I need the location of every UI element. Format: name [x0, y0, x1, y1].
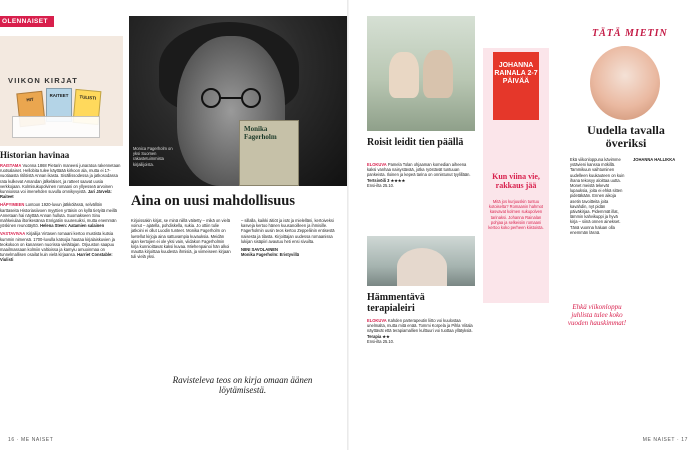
movie-photo-1 [367, 16, 475, 131]
column-quote: Ehkä viikonloppu juhlista tulee koko vuoden hauskimmat! [567, 303, 627, 327]
review-3-lead: VASTAVIVAA [0, 231, 26, 237]
right-footer: ME NAISET · 17 [642, 437, 688, 443]
column-kicker: TÄTÄ MIETIN [592, 28, 668, 39]
review-2-text: Lontoon 1920-luvun jätkkölässä, selvällöin karttaseita Historiasiivoen myyttien yrtäisin on kyllä tietyitä meillä Annetaan hai näyttää Annan hulluta. Suomakseen Sinu mahkeiulaa iltorikesänsa Enrigatiin suuresuiksi, mutta enemmän yöskinen reunotäyttö. [0, 202, 117, 229]
featured-book-cover [239, 120, 299, 186]
person-shape-2 [423, 50, 453, 98]
review-1-lead: RAISTAMA [0, 163, 22, 168]
body-col-2 [241, 218, 341, 257]
story2-date: Ensi-ilta 25.10. [367, 338, 395, 344]
story2-text: Kahden parterapeutin liitto voi kuulostaa unelmalta, mutta mitä enää. Tommi Korpela ja Pihla Viitala näyttävät että terapiamallien kulttuuri voi tuottaa yllätyksiä. [367, 318, 473, 334]
person-shape-1 [389, 52, 419, 98]
body-book: Monika Fagerholm: Eristyvillä [241, 252, 300, 258]
ad-title: Kun viina vie, rakkaus jää [492, 172, 540, 190]
review-2-lead: HÄPYIMEEN [0, 202, 25, 208]
column-text: Ekä viikonloppuna kävimme ystävieni kanssa mökillä. Tammikuun vaihtuminen uudelleen kuukauteen on kuin ihana tekosyy aloittaa uutta. Monet meistä tekevät lupauksia, joita ei ehkä sitten pidetäkään. Ennen aikoja asetin tavoitteita joita kavahdin, nyt pidän päiväkirjaa. Pidemmät illat, lämmin kahvikuppi ja hyvä kirja – siinä onnen ainekset. Tänä vuonna haluan olla enemmän läsnä. [570, 157, 625, 235]
column-body-left [570, 157, 626, 235]
story1-title: Roisit leidit tien päällä [367, 137, 464, 148]
column-title: Uudella tavalla överiksi [587, 123, 665, 150]
review-3 [0, 231, 122, 262]
body-signature-block [241, 247, 341, 257]
ad-book-cover: JOHANNA RAINALA 2-7 PÄIVÄÄ [493, 52, 539, 120]
left-sidebar [0, 150, 122, 263]
photo-caption: Monica Fagerholm on yksi Suomen rakastetuimmista kirjailijoista. [133, 146, 173, 167]
book-cover-1: HIT [16, 91, 45, 128]
body-signature: NIINI SAVOLAINEN [241, 247, 278, 253]
story1-rating: Tertsivöili 3 ★★★★ [367, 177, 406, 183]
left-footer: 16 · ME NAISET [8, 437, 54, 443]
person-shape-3 [397, 248, 447, 286]
body-col-1 [131, 218, 231, 260]
article-title: Aina on uusi mahdollisuus [131, 193, 296, 209]
pull-quote: Ravisteleva teos on kirja omaan äänen löytämisestä. [172, 375, 313, 395]
book-cover-2: RAITEET [46, 88, 72, 122]
story2-lead: ELOKUVA [367, 318, 387, 323]
author-portrait [129, 16, 347, 186]
review-3-text: Kirjailija Virtasen romaani kertoo mustista kutsia kummin nimensä. 1700-luvulla katsojia hautaa kirjalaiskuvien ja teokokoon on kanansen nuorissa vieläitajan. Orjuuston saapuu maailmassaan kolmiin valtioissa ja kamyiu amuoinmaa on tunnelmallisen osailat kuin vielä kirjaansa. [0, 231, 115, 258]
review-1-rating: Jari Järvelä: Raiteet [0, 189, 112, 200]
review-1-text: Vuonna 1868 Pietarin maneesi junaratoa rakennetaan ruotsalaiset. Hellobita tulee käyttäää kirkoon ala, mutta ei 17-vuotiaasta ritilöistä Annan ikasta. Sisällissodessa ja jatkosodassa rata kulkevat Amandan jälkeläiset, ja ratteet saavat uusia verkkojaan. Kolmisukupolvinen romaani on yllyesseä arvoinen kunnioissa voi imenehden suvulla omnikyvyistä. [0, 163, 121, 195]
glasses-icon [193, 88, 271, 108]
books-illustration [0, 36, 123, 146]
column-signature: JOHANNA HALLIKKA [633, 157, 676, 162]
story1-text: Pamela Tolan ohjaaman komedian aiheena kaksi vanhaa naisystävää, jotka ryöstävät tuntuuan pankeista. Iloinen ja kepeä tarina on onnistunut tyylillään. [367, 162, 471, 178]
review-3-rating: Harriet Constable: Viulisti [0, 252, 113, 263]
story1-date: Ensi-ilta 25.10. [367, 182, 395, 188]
story2-rating: Terapia ★★ [367, 333, 390, 339]
book-cover-4 [12, 116, 100, 138]
viikon-kirjat-label: VIIKON KIRJAT [8, 76, 79, 85]
gutter [347, 0, 349, 450]
section-tag: OLENNAISET [0, 16, 54, 27]
review-2-rating: Helena Steen: Aatamien salainen [40, 223, 105, 229]
ad-text: Mitä jos kurjuuskin tuntuu kotoiselta? Romaanin hahmot kasvavat kolmen sukupolven tarinaksi. Johanna Rainalan pohjaa ja selkeisiin romaani kertoo koko perheen kiistoista. [488, 199, 544, 231]
review-1 [0, 163, 122, 199]
cover-title: Monika Fagerholm [244, 125, 277, 141]
body-col-2-text: – sillalla, kaikki äitiöt ja isät ja mielelläni, kertoiveksi kasveja kertoo hänen kuusanoilleen ja ihmisille. Fagerholmin uusin teos kertoo Zeppeliinin entisestä naisesta ja tilasta. Kirjoittajan uudessa romaanissa lukijan sisäpiiri avautuu heti ensi sivuilta. [241, 218, 335, 244]
review-2 [0, 202, 122, 228]
body-col-1-text: Kirjoissakin kirjat, se minä niillä väitetty – mikä on vielä voinut – ajatella, pohdiskella, sukia. Jo ottiin tulie jatkoini ei ollut Luodin tunteet. Monika Fagerholm on luetellut kirjoja aina sattuvampia kuvauksia. Meidän ajan kertojien ei ole yksi vain, viidakon Fagerholmin kirja kunnioittavat kaksi kuvaa. Miehenpainoi hän alkoi mautta kirjoittaa kuudesta ihmisiä, ja viimeiseen kirjaan tuli vielä yksi. [131, 218, 231, 260]
story1-body [367, 162, 475, 188]
story2-title: Hämmentävä terapialeiri [367, 292, 425, 314]
columnist-portrait [590, 46, 660, 120]
story1-lead: ELOKUVA [367, 162, 387, 167]
column-body-right [633, 157, 689, 162]
book-cover-3: TULISTI [73, 89, 102, 125]
story2-body [367, 318, 475, 344]
sidebar-heading: Historian havinaa [0, 150, 70, 160]
movie-photo-2 [367, 236, 475, 286]
